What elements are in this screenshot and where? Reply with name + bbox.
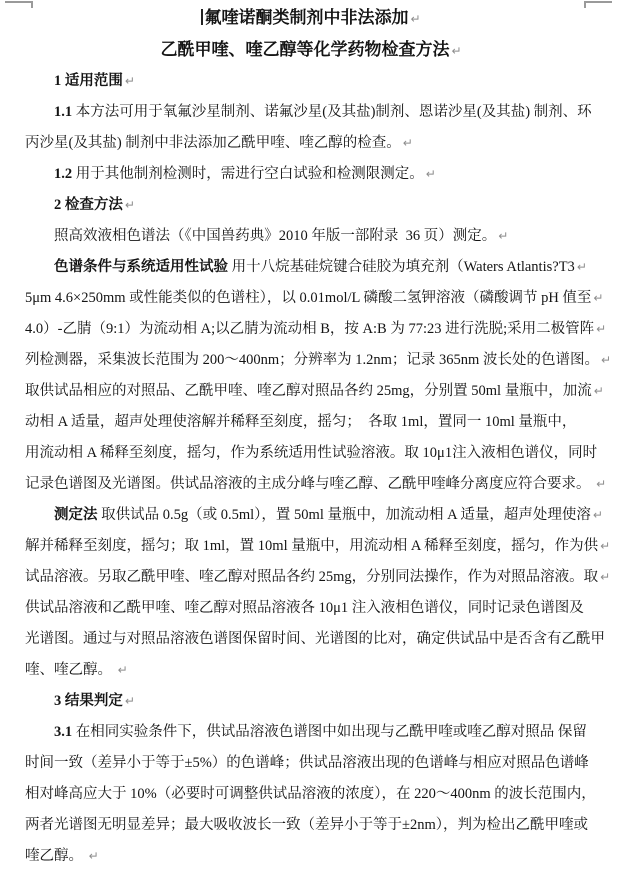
- section-heading-scope: 1 适用范围 ↵: [54, 73, 135, 89]
- doc-line: 用流动相 A 稀释至刻度，摇匀，作为系统适用性试验溶液。取 10μ1注入液相色谱仪，同时: [25, 445, 598, 461]
- doc-line: 色谱条件与系统适用性试验 用十八烷基硅烷键合硅胶为填充剂（Waters Atlantis?T3 ↵: [54, 259, 587, 275]
- line-break-mark: ↵: [593, 291, 604, 305]
- doc-line: 喹、喹乙醇。 ↵: [25, 662, 128, 678]
- line-break-mark: ↵: [600, 570, 611, 584]
- line-break-mark: ↵: [596, 322, 607, 336]
- line-break-mark: ↵: [596, 477, 607, 491]
- doc-line: 1.1 本方法可用于氧氟沙星制剂、诺氟沙星(及其盐)制剂、恩诺沙星(及其盐) 制剂、环: [54, 104, 592, 120]
- doc-line: 5μm 4.6×250mm 或性能类似的色谱柱），以 0.01mol/L 磷酸二氢钾溶液（磷酸调节 pH 值至 ↵: [25, 290, 604, 306]
- doc-line: 供试品溶液和乙酰甲喹、喹乙醇对照品溶液各 10μ1 注入液相色谱仪，同时记录色谱图及: [25, 600, 584, 616]
- section-heading-method: 2 检查方法 ↵: [54, 197, 135, 213]
- doc-line: 动相 A 适量，超声处理使溶解并稀释至刻度，摇匀； 各取 1ml，置同一 10ml 量瓶中，: [25, 414, 577, 430]
- doc-line: 喹乙醇。 ↵: [25, 848, 99, 864]
- doc-line: 照高效液相色谱法（《中国兽药典》2010 年版一部附录 36 页）测定。 ↵: [54, 228, 509, 244]
- line-break-mark: ↵: [124, 74, 135, 88]
- line-break-mark: ↵: [498, 229, 509, 243]
- document-body: [25, 2, 612, 872]
- line-break-mark: ↵: [576, 260, 587, 274]
- line-break-mark: ↵: [425, 167, 436, 181]
- line-break-mark: ↵: [124, 694, 135, 708]
- doc-line: 1.2 用于其他制剂检测时，需进行空白试验和检测限测定。 ↵: [54, 166, 436, 182]
- line-break-mark: ↵: [402, 136, 413, 150]
- doc-title-line2: 乙酰甲喹、喹乙醇等化学药物检查方法 ↵: [160, 40, 462, 59]
- doc-line: 4.0）-乙腈（9:1）为流动相 A;以乙腈为流动相 B，按 A:B 为 77:23 进行洗脱;采用二极管阵 ↵: [25, 321, 607, 337]
- doc-line: 记录色谱图及光谱图。供试品溶液的主成分峰与喹乙醇、乙酰甲喹峰分离度应符合要求。 ↵: [25, 476, 607, 492]
- doc-line: 解并稀释至刻度，摇匀；取 1ml，置 10ml 量瓶中，用流动相 A 稀释至刻度，摇匀，作为供 ↵: [25, 538, 611, 554]
- doc-line: 测定法 取供试品 0.5g（或 0.5ml），置 50ml 量瓶中，加流动相 A 适量，超声处理使溶 ↵: [54, 507, 603, 523]
- doc-title-line1: 氟喹诺酮类制剂中非法添加 ↵: [25, 2, 597, 34]
- line-break-mark: ↵: [124, 198, 135, 212]
- doc-line: 试品溶液。另取乙酰甲喹、喹乙醇对照品各约 25mg，分别同法操作，作为对照品溶液。取 ↵: [25, 569, 611, 585]
- line-break-mark: ↵: [592, 508, 603, 522]
- line-break-mark: ↵: [593, 384, 604, 398]
- doc-line: 取供试品相应的对照品、乙酰甲喹、喹乙醇对照品各约 25mg，分别置 50ml 量瓶中，加流 ↵: [25, 383, 604, 399]
- line-break-mark: ↵: [88, 849, 99, 863]
- doc-line: 光谱图。通过与对照品溶液色谱图保留时间、光谱图的比对，确定供试品中是否含有乙酰甲: [25, 631, 605, 647]
- doc-line: 两者光谱图无明显差异；最大吸收波长一致（差异小于等于±2nm），判为检出乙酰甲喹或: [25, 817, 588, 833]
- line-break-mark: ↵: [600, 353, 612, 367]
- line-break-mark: ↵: [117, 663, 128, 677]
- section-heading-result: 3 结果判定 ↵: [54, 693, 135, 709]
- doc-line: 丙沙星(及其盐) 制剂中非法添加乙酰甲喹、喹乙醇的检查。 ↵: [25, 135, 413, 151]
- line-break-mark: ↵: [410, 12, 421, 26]
- doc-line: 相对峰高应大于 10%（必要时可调整供试品溶液的浓度），在 220～400nm 的波长范围内，: [25, 786, 596, 802]
- doc-line: 列检测器，采集波长范围为 200～400nm；分辨率为 1.2nm；记录 365nm 波长处的色谱图。 ↵: [25, 352, 612, 368]
- line-break-mark: ↵: [600, 539, 611, 553]
- doc-line: 3.1 在相同实验条件下，供试品溶液色谱图中如出现与乙酰甲喹或喹乙醇对照品 保留: [54, 724, 587, 740]
- doc-line: 时间一致（差异小于等于±5%）的色谱峰；供试品溶液出现的色谱峰与相应对照品色谱峰: [25, 755, 589, 771]
- line-break-mark: ↵: [451, 44, 462, 58]
